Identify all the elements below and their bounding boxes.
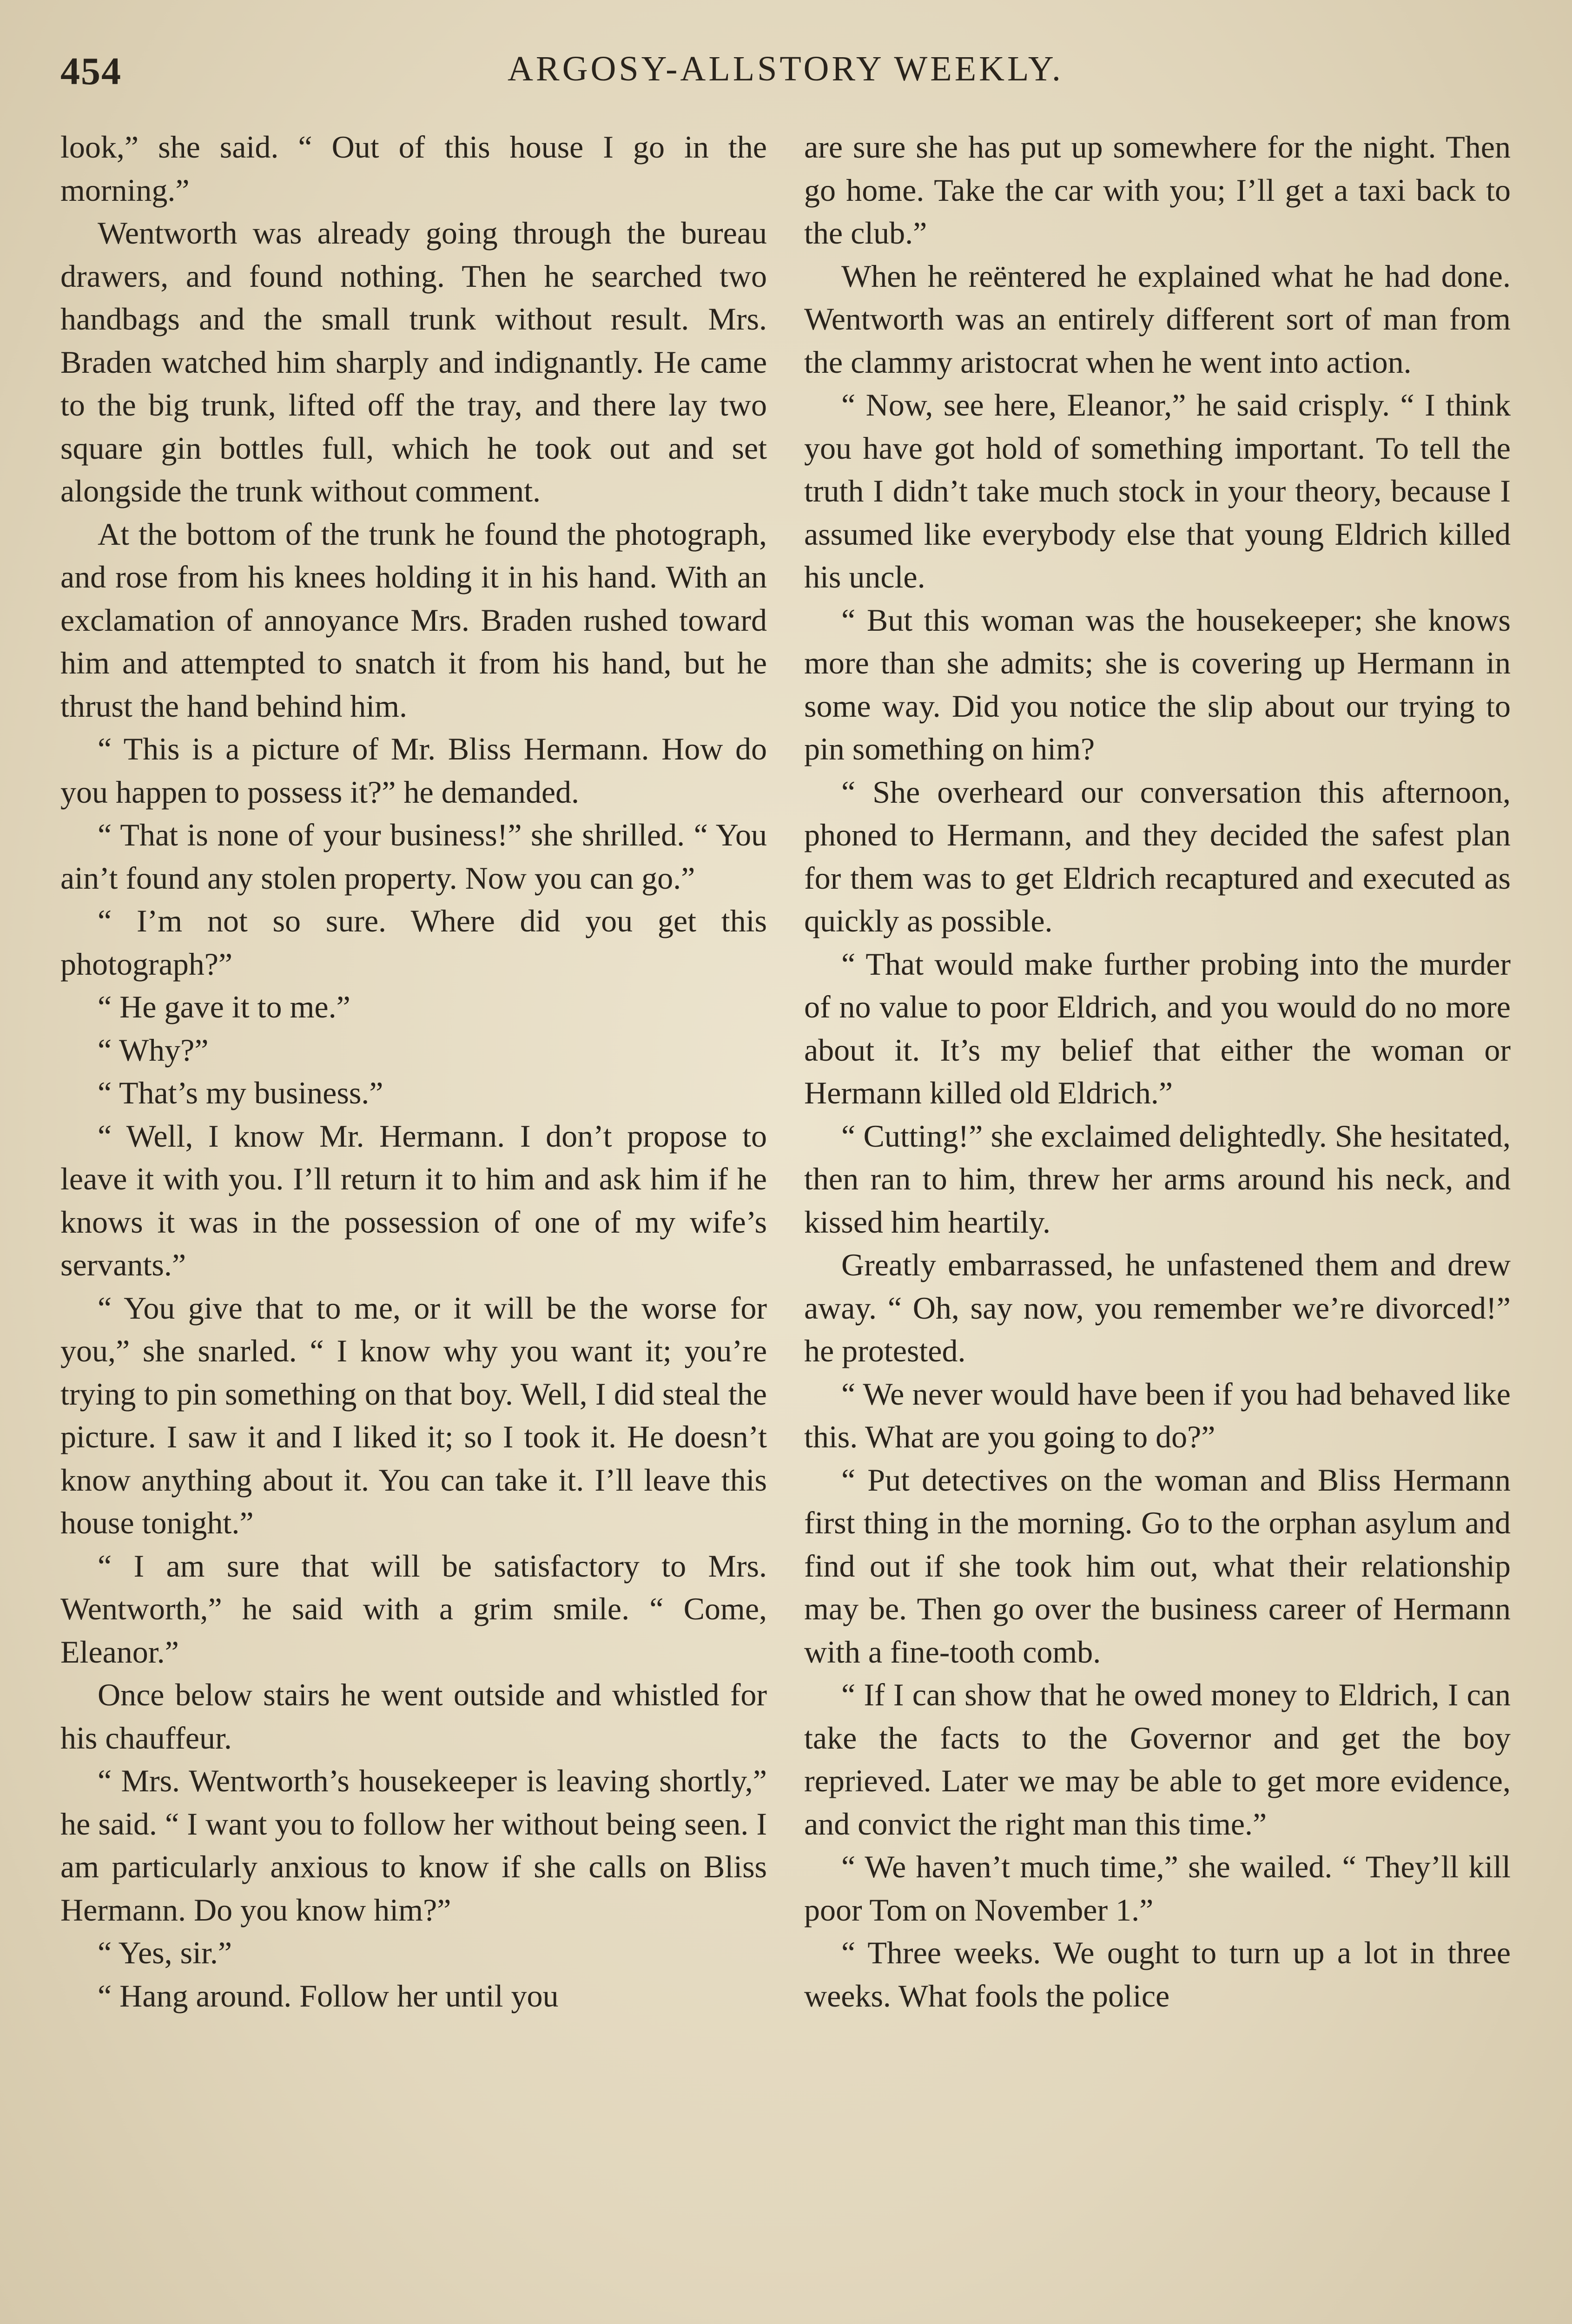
paragraph: Wentworth was already going through the bureau drawers, and found nothing. Then he searched two handbags and the small trunk without result. Mrs. Braden watched him sharply and indignantly. He came to the big trunk, lifted off the tray, and there lay two square gin bottles full, which he took out and set alongside the trunk without comment. xyxy=(60,215,767,508)
paragraph: Greatly embarrassed, he unfastened them and drew away. “ Oh, say now, you remember we’re divorced!” he protested. xyxy=(804,1247,1511,1368)
paragraph: When he reëntered he explained what he had done. Wentworth was an entirely different sort of man from the clammy aristocrat when he went into action. xyxy=(804,258,1511,380)
paragraph: “ That would make further probing into the murder of no value to poor Eldrich, and you would do no more about it. It’s my belief that either the woman or Hermann killed old Eldrich.” xyxy=(804,946,1511,1110)
paragraph: “ I am sure that will be satisfactory to Mrs. Wentworth,” he said with a grim smile. “ Come, Eleanor.” xyxy=(60,1548,767,1670)
paragraph: “ We haven’t much time,” she wailed. “ They’ll kill poor Tom on November 1.” xyxy=(804,1849,1511,1928)
paragraph: “ That’s my business.” xyxy=(98,1075,383,1110)
paragraph: “ He gave it to me.” xyxy=(98,989,350,1024)
paragraph: “ Well, I know Mr. Hermann. I don’t propose to leave it with you. I’ll return it to him and ask him if he knows it was in the possession of one of my wife’s servants.” xyxy=(60,1118,767,1282)
left-column xyxy=(60,125,767,2017)
paragraph: “ Cutting!” she exclaimed delightedly. She hesitated, then ran to him, threw her arms around his neck, and kissed him heartily. xyxy=(804,1118,1511,1240)
paragraph: “ We never would have been if you had behaved like this. What are you going to do?” xyxy=(804,1376,1511,1454)
paragraph: look,” she said. “ Out of this house I go in the morning.” xyxy=(60,129,767,208)
paragraph: At the bottom of the trunk he found the photograph, and rose from his knees holding it in his hand. With an exclamation of annoyance Mrs. Braden rushed toward him and attempted to snatch it from his hand, but he thrust the hand behind him. xyxy=(60,516,767,724)
paragraph: “ But this woman was the housekeeper; she knows more than she admits; she is covering up Hermann in some way. Did you notice the slip about our trying to pin something on him? xyxy=(804,602,1511,766)
paragraph: “ Why?” xyxy=(98,1032,209,1068)
paragraph: “ Hang around. Follow her until you xyxy=(98,1978,559,2014)
paragraph: “ If I can show that he owed money to Eldrich, I can take the facts to the Governor and get the boy reprieved. Later we may be able to get more evidence, and convict the right man this time.” xyxy=(804,1677,1511,1842)
paragraph: “ Put detectives on the woman and Bliss Hermann first thing in the morning. Go to the orphan asylum and find out if she took him out, what their relationship may be. Then go over the business career of Hermann with a fine-tooth comb. xyxy=(804,1462,1511,1670)
paragraph: “ I’m not so sure. Where did you get this photograph?” xyxy=(60,903,767,982)
paragraph: “ This is a picture of Mr. Bliss Hermann. How do you happen to possess it?” he demanded. xyxy=(60,731,767,810)
paragraph: “ Now, see here, Eleanor,” he said crisply. “ I think you have got hold of something important. To tell the truth I didn’t take much stock in your theory, because I assumed like everybody else that young Eldrich killed his uncle. xyxy=(804,387,1511,594)
paragraph: Once below stairs he went outside and whistled for his chauffeur. xyxy=(60,1677,767,1756)
page-number: 454 xyxy=(60,50,122,93)
paragraph: “ Yes, sir.” xyxy=(98,1935,232,1970)
page-header xyxy=(60,49,1511,105)
paragraph: “ Mrs. Wentworth’s housekeeper is leaving shortly,” he said. “ I want you to follow her without being seen. I am particularly anxious to know if she calls on Bliss Hermann. Do you know him?” xyxy=(60,1763,767,1928)
paragraph: “ You give that to me, or it will be the worse for you,” she snarled. “ I know why you want it; you’re trying to pin something on that boy. Well, I did steal the picture. I saw it and I liked it; so I took it. He doesn’t know anything about it. You can take it. I’ll leave this house tonight.” xyxy=(60,1290,767,1540)
paragraph: “ That is none of your business!” she shrilled. “ You ain’t found any stolen property. Now you can go.” xyxy=(60,817,767,896)
paragraph: “ She overheard our conversation this afternoon, phoned to Hermann, and they decided the safest plan for them was to get Eldrich recaptured and executed as quickly as possible. xyxy=(804,774,1511,938)
paragraph: are sure she has put up somewhere for the night. Then go home. Take the car with you; I’ll get a taxi back to the club.” xyxy=(804,129,1511,251)
paragraph: “ Three weeks. We ought to turn up a lot in three weeks. What fools the police xyxy=(804,1935,1511,2014)
right-column xyxy=(804,125,1511,2017)
running-head: ARGOSY-ALLSTORY WEEKLY. xyxy=(508,49,1063,88)
